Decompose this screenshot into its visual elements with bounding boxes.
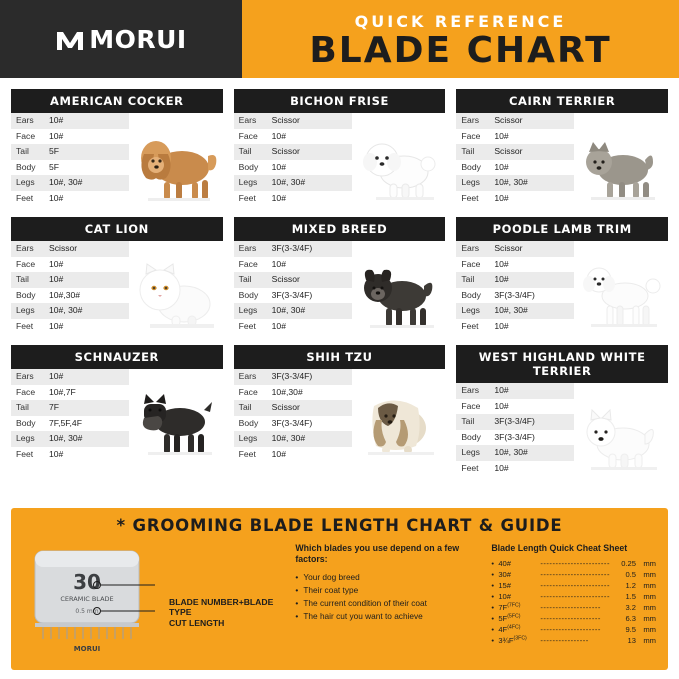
- breed-title: SCHNAUZER: [11, 345, 223, 369]
- west-highland-white-terrier-photo: [574, 383, 668, 476]
- row-value: 10#, 30#: [49, 177, 83, 188]
- row-label: Body: [238, 161, 259, 172]
- row-value: 10#: [494, 400, 509, 411]
- row-value: 10#: [49, 192, 64, 203]
- row-value: 3F(3-3/4F): [271, 417, 313, 428]
- breed-rows: [456, 241, 574, 334]
- leader-dots: -----------------------: [540, 581, 610, 590]
- blade-length: 6.3: [625, 614, 636, 623]
- breed-rows: [11, 241, 129, 334]
- row-value: 10#, 30#: [271, 305, 306, 316]
- row-label: Legs: [461, 447, 480, 458]
- row-label: Body: [238, 289, 259, 300]
- row-label: Face: [461, 258, 481, 269]
- row-value: 10#: [49, 371, 64, 382]
- row-value: 10#: [271, 448, 286, 459]
- breed-title: MIXED BREED: [234, 217, 446, 241]
- row-value: 10#: [271, 130, 286, 141]
- row-value: 10#: [494, 258, 509, 269]
- row-value: 10#: [49, 258, 64, 269]
- row-value: 3F(3-3/4F): [271, 371, 313, 382]
- breed-card-cairn-terrier: [456, 89, 668, 206]
- row-label: Face: [238, 386, 258, 397]
- blade-length: 0.5: [625, 570, 636, 579]
- blade-diagram: [23, 541, 285, 653]
- row-label: Feet: [16, 192, 34, 203]
- bullet-icon: •: [491, 559, 494, 568]
- row-value: 3F(3-3/4F): [494, 416, 535, 427]
- breed-card-poodle-lamb-trim: [456, 217, 668, 334]
- row-label: Face: [461, 400, 481, 411]
- row-label: Ears: [461, 385, 479, 396]
- cheat-row: [491, 602, 656, 613]
- row-label: Ears: [461, 243, 479, 254]
- blade-name: 10#: [498, 592, 511, 601]
- breed-card-american-cocker: [11, 89, 223, 206]
- page-header: [0, 0, 679, 78]
- page-title: BLADE CHART: [309, 29, 612, 71]
- svg-text:0.5 mm: 0.5 mm: [75, 608, 99, 615]
- row-value: 3F(3-3/4F): [271, 289, 313, 300]
- poodle-lamb-trim-photo: [574, 241, 668, 334]
- row-value: 10#, 30#: [49, 433, 83, 444]
- breed-card-mixed-breed: [234, 217, 446, 334]
- cairn-terrier-photo: [574, 113, 668, 206]
- factors-column: [295, 541, 481, 646]
- row-label: Ears: [16, 243, 34, 254]
- blade-name: 5F: [498, 614, 508, 623]
- morui-logo-icon: [55, 26, 85, 52]
- breed-card-cat-lion: [11, 217, 223, 334]
- row-value: 10#: [49, 130, 64, 141]
- row-label: Tail: [461, 146, 475, 157]
- cheat-row: [491, 580, 656, 591]
- factor-item: • Their coat type: [303, 584, 481, 597]
- row-label: Tail: [238, 274, 252, 285]
- row-label: Feet: [16, 320, 34, 331]
- breed-card-bichon-frise: [234, 89, 446, 206]
- breed-title: POODLE LAMB TRIM: [456, 217, 668, 241]
- factor-item: • The current condition of their coat: [303, 597, 481, 610]
- row-label: Legs: [461, 177, 480, 188]
- schnauzer-photo: [129, 369, 223, 462]
- row-label: Ears: [16, 115, 34, 126]
- row-value: 10#: [271, 161, 286, 172]
- row-value: 10#: [494, 320, 509, 331]
- row-value: Scissor: [494, 243, 523, 254]
- row-label: Body: [461, 431, 481, 442]
- breed-rows: [456, 113, 574, 206]
- blade-length: 1.5: [625, 592, 636, 601]
- callout-cut-length: CUT LENGTH: [169, 618, 225, 628]
- row-label: Body: [461, 161, 481, 172]
- row-value: 10#: [49, 320, 64, 331]
- leader-dots: -----------------------: [540, 570, 610, 579]
- row-label: Legs: [461, 305, 480, 316]
- row-value: 10#: [494, 274, 509, 285]
- row-label: Face: [16, 386, 36, 397]
- factor-item: • The hair cut you want to achieve: [303, 610, 481, 623]
- breed-card-shih-tzu: [234, 345, 446, 476]
- blade-unit: mm: [643, 614, 656, 623]
- blade-unit: mm: [643, 559, 656, 568]
- row-value: 3F(3-3/4F): [494, 289, 535, 300]
- breed-title: BICHON FRISE: [234, 89, 446, 113]
- row-label: Body: [16, 417, 36, 428]
- row-value: 10#: [49, 115, 64, 126]
- row-label: Face: [461, 130, 481, 141]
- breed-rows: [11, 369, 129, 462]
- row-value: 10#: [494, 130, 509, 141]
- row-label: Body: [238, 417, 259, 428]
- american-cocker-photo: [129, 113, 223, 206]
- breed-title: SHIH TZU: [234, 345, 446, 369]
- row-value: 5F: [49, 161, 60, 172]
- blade-icon: [23, 545, 155, 660]
- breed-title: WEST HIGHLAND WHITE TERRIER: [456, 345, 668, 383]
- header-kicker: QUICK REFERENCE: [354, 11, 567, 31]
- row-value: 10#: [494, 161, 509, 172]
- brand-name: MORUI: [89, 24, 187, 54]
- breed-rows: [234, 113, 352, 206]
- row-label: Tail: [16, 402, 29, 413]
- blade-length: 13: [627, 636, 636, 645]
- row-label: Tail: [461, 274, 475, 285]
- row-value: 10#, 30#: [494, 305, 528, 316]
- row-label: Legs: [16, 433, 35, 444]
- row-label: Ears: [238, 243, 257, 254]
- bullet-icon: •: [491, 581, 494, 590]
- bullet-icon: •: [491, 614, 494, 623]
- row-value: 10#, 30#: [494, 447, 528, 458]
- row-label: Legs: [238, 177, 258, 188]
- mixed-breed-photo: [352, 241, 446, 334]
- bullet-icon: •: [491, 570, 494, 579]
- svg-text:CERAMIC BLADE: CERAMIC BLADE: [60, 595, 114, 603]
- leader-dots: --------------------: [540, 625, 601, 634]
- row-value: 10#: [49, 274, 64, 285]
- row-label: Ears: [16, 371, 34, 382]
- blade-name-sup: (4FC): [507, 624, 521, 631]
- row-value: 10#: [271, 192, 286, 203]
- row-label: Ears: [238, 115, 257, 126]
- row-label: Body: [16, 161, 36, 172]
- row-value: 10#: [494, 385, 509, 396]
- row-label: Body: [461, 289, 481, 300]
- cheat-sheet-column: [491, 541, 656, 646]
- row-value: 10#: [49, 448, 64, 459]
- blade-unit: mm: [643, 592, 656, 601]
- row-value: Scissor: [494, 146, 523, 157]
- row-label: Face: [16, 258, 36, 269]
- blade-length: 3.2: [625, 603, 636, 612]
- blade-unit: mm: [643, 581, 656, 590]
- cheat-sheet-heading: Blade Length Quick Cheat Sheet: [491, 543, 628, 553]
- callout-blade-number-type: BLADE NUMBER+BLADE TYPE: [169, 597, 274, 617]
- row-label: Face: [238, 258, 258, 269]
- breed-rows: [456, 383, 574, 476]
- row-label: Ears: [238, 371, 257, 382]
- leader-dots: -----------------------: [540, 559, 610, 568]
- row-value: 10#: [271, 258, 286, 269]
- row-value: 10#,30#: [49, 289, 81, 300]
- row-value: 10#, 30#: [271, 433, 306, 444]
- title-block: [242, 0, 679, 78]
- blade-length: 9.5: [625, 625, 636, 634]
- row-label: Feet: [16, 448, 34, 459]
- breed-card-schnauzer: [11, 345, 223, 476]
- row-label: Face: [16, 130, 36, 141]
- row-value: Scissor: [271, 115, 300, 126]
- row-value: 3F(3-3/4F): [271, 243, 313, 254]
- row-value: Scissor: [271, 402, 300, 413]
- bullet-icon: •: [491, 592, 494, 601]
- leader-dots: -----------------------: [540, 592, 610, 601]
- row-label: Ears: [461, 115, 479, 126]
- blade-unit: mm: [643, 570, 656, 579]
- brand-block: [0, 0, 242, 78]
- row-label: Legs: [238, 433, 258, 444]
- cat-lion-photo: [129, 241, 223, 334]
- factor-item: • Your dog breed: [303, 571, 481, 584]
- blade-name: 15#: [498, 581, 511, 590]
- row-value: 10#,30#: [271, 386, 303, 397]
- cheat-row: [491, 569, 656, 580]
- grooming-guide-panel: [11, 508, 668, 670]
- row-value: 5F: [49, 146, 60, 157]
- svg-text:MORUI: MORUI: [73, 645, 101, 653]
- bullet-icon: •: [491, 636, 494, 645]
- row-label: Legs: [16, 177, 35, 188]
- leader-dots: --------------------: [540, 614, 601, 623]
- breed-title: AMERICAN COCKER: [11, 89, 223, 113]
- row-label: Body: [16, 289, 36, 300]
- row-value: 3F(3-3/4F): [494, 431, 535, 442]
- factors-heading: Which blades you use depend on a few factors:: [295, 543, 460, 564]
- row-label: Tail: [16, 146, 29, 157]
- breed-title: CAIRN TERRIER: [456, 89, 668, 113]
- row-value: Scissor: [271, 274, 300, 285]
- guide-title: * GROOMING BLADE LENGTH CHART & GUIDE: [116, 516, 563, 535]
- blade-unit: mm: [643, 636, 656, 645]
- row-label: Feet: [461, 320, 479, 331]
- cheat-row: [491, 624, 656, 635]
- bullet-icon: •: [491, 603, 494, 612]
- blade-length: 1.2: [625, 581, 636, 590]
- breed-card-grid: [0, 78, 679, 476]
- blade-name: 40#: [498, 559, 511, 568]
- row-value: 10#, 30#: [49, 305, 83, 316]
- leader-dots: --------------------: [540, 603, 601, 612]
- row-label: Face: [238, 130, 258, 141]
- row-label: Legs: [16, 305, 35, 316]
- blade-name-sup: (5FC): [507, 613, 521, 620]
- blade-name: 4F: [498, 625, 508, 634]
- row-label: Feet: [238, 192, 256, 203]
- shih-tzu-photo: [352, 369, 446, 462]
- svg-text:30: 30: [73, 570, 101, 594]
- cheat-row: [491, 558, 656, 569]
- row-value: 10#: [494, 462, 509, 473]
- row-value: Scissor: [271, 146, 300, 157]
- blade-name: 7F: [498, 603, 508, 612]
- row-value: 10#, 30#: [271, 177, 306, 188]
- row-label: Tail: [16, 274, 29, 285]
- leader-dots: ----------------: [540, 636, 589, 645]
- factors-list: [295, 571, 481, 622]
- blade-name: 3¾F: [498, 636, 514, 645]
- cheat-row: [491, 635, 656, 646]
- row-value: 10#, 30#: [494, 177, 528, 188]
- blade-length: 0.25: [621, 559, 636, 568]
- row-label: Tail: [238, 402, 252, 413]
- row-value: 10#: [494, 192, 509, 203]
- breed-rows: [234, 369, 352, 462]
- cheat-row: [491, 591, 656, 602]
- row-value: 10#: [271, 320, 286, 331]
- row-label: Feet: [461, 462, 479, 473]
- bichon-frise-photo: [352, 113, 446, 206]
- blade-unit: mm: [643, 603, 656, 612]
- row-label: Feet: [461, 192, 479, 203]
- row-label: Feet: [238, 320, 256, 331]
- row-value: Scissor: [494, 115, 523, 126]
- blade-name: 30#: [498, 570, 511, 579]
- row-label: Feet: [238, 448, 256, 459]
- row-value: Scissor: [49, 243, 78, 254]
- breed-title: CAT LION: [11, 217, 223, 241]
- row-value: 7F: [49, 402, 60, 413]
- blade-name-sup: (3FC): [513, 635, 527, 642]
- row-value: 7F,5F,4F: [49, 417, 82, 428]
- row-label: Tail: [238, 146, 252, 157]
- row-label: Legs: [238, 305, 258, 316]
- breed-rows: [11, 113, 129, 206]
- blade-name-sup: (7FC): [507, 602, 521, 609]
- breed-rows: [234, 241, 352, 334]
- blade-unit: mm: [643, 625, 656, 634]
- row-label: Tail: [461, 416, 475, 427]
- bullet-icon: •: [491, 625, 494, 634]
- cheat-row: [491, 613, 656, 624]
- row-value: 10#,7F: [49, 386, 76, 397]
- breed-card-west-highland-white-terrier: [456, 345, 668, 476]
